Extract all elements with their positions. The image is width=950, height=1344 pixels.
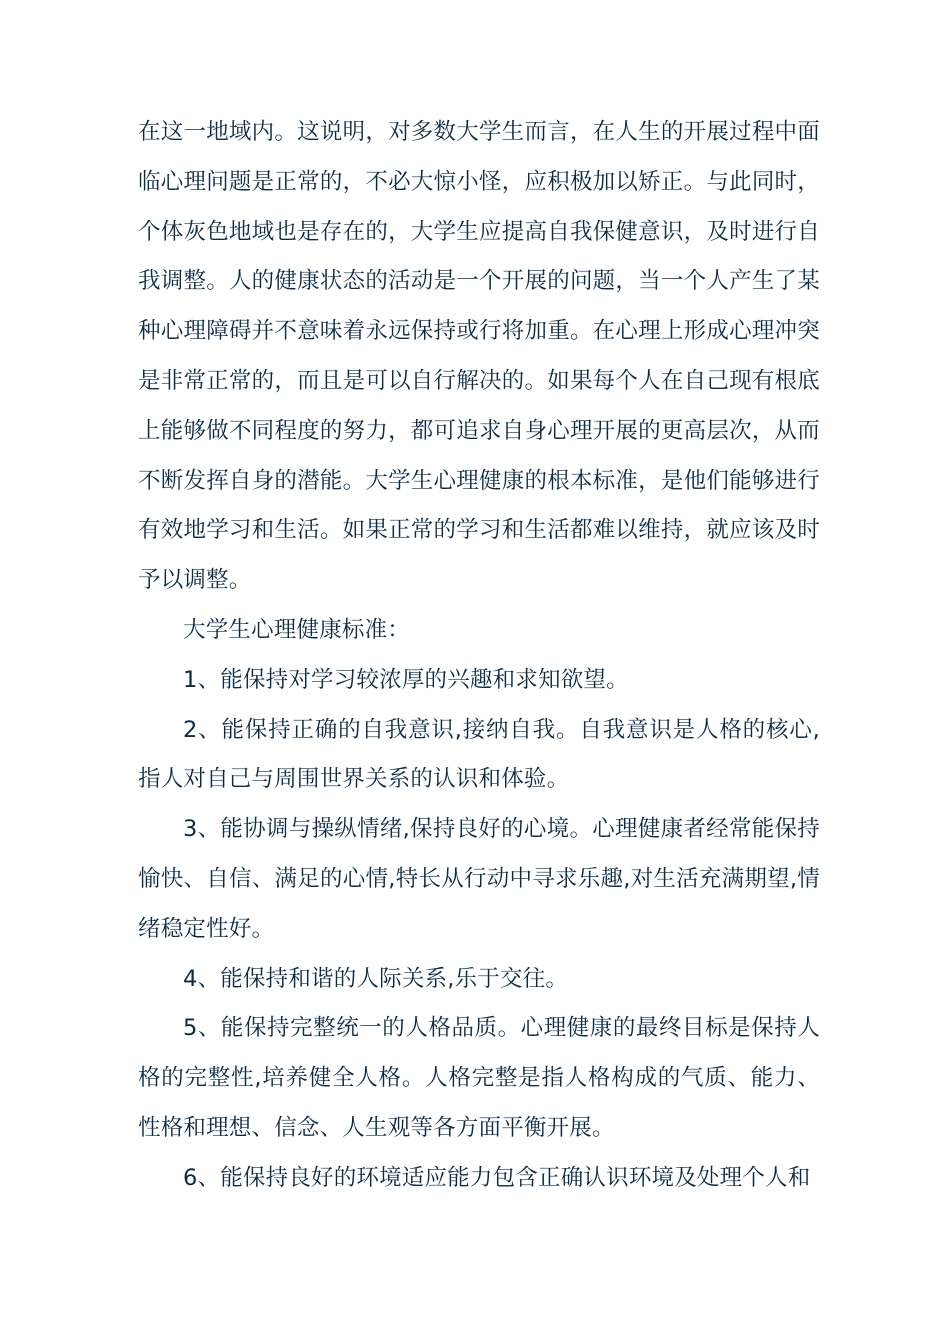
standard-item-2: 2、能保持正确的自我意识,接纳自我。自我意识是人格的核心,指人对自己与周围世界关系的认识和体验。 — [138, 716, 820, 793]
standard-item-4: 4、能保持和谐的人际关系,乐于交往。 — [183, 965, 569, 992]
document-body — [138, 108, 820, 1204]
standard-item-5: 5、能保持完整统一的人格品质。心理健康的最终目标是保持人格的完整性,培养健全人格。人格完整是指人格构成的气质、能力、性格和理想、信念、人生观等各方面平衡开展。 — [138, 1015, 820, 1141]
standard-item-6: 6、能保持良好的环境适应能力包含正确认识环境及处理个人和 — [183, 1164, 811, 1191]
section-heading: 大学生心理健康标准： — [183, 616, 411, 643]
standard-item-1: 1、能保持对学习较浓厚的兴趣和求知欲望。 — [183, 666, 629, 693]
paragraph-continuation: 在这一地域内。这说明，对多数大学生而言，在人生的开展过程中面临心理问题是正常的，不必大惊小怪，应积极加以矫正。与此同时，个体灰色地域也是存在的，大学生应提高自我保健意识，及时进行自我调整。人的健康状态的活动是一个开展的问题，当一个人产生了某种心理障碍并不意味着永远保持或行将加重。在心理上形成心理冲突是非常正常的，而且是可以自行解决的。如果每个人在自己现有根底上能够做不同程度的努力，都可追求自身心理开展的更高层次，从而不断发挥自身的潜能。大学生心理健康的根本标准，是他们能够进行有效地学习和生活。如果正常的学习和生活都难以维持，就应该及时予以调整。 — [138, 119, 820, 594]
standard-item-3: 3、能协调与操纵情绪,保持良好的心境。心理健康者经常能保持愉快、自信、满足的心情,特长从行动中寻求乐趣,对生活充满期望,情绪稳定性好。 — [138, 816, 820, 942]
